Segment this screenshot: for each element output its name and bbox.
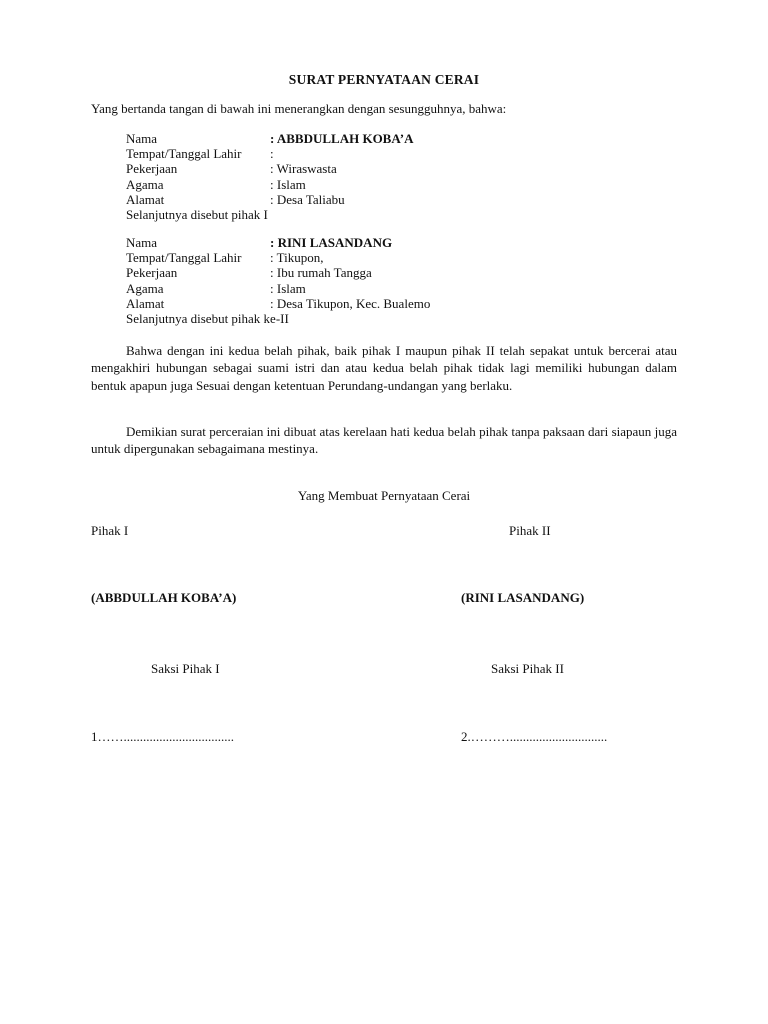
party1-label-birth: Tempat/Tanggal Lahir <box>126 146 242 162</box>
agreement-paragraph: Bahwa dengan ini kedua belah pihak, baik pihak I maupun pihak II telah sepakat untuk bercerai atau mengakhiri hubungan sebagai suami istri dan atau kedua belah pihak tidak lagi memiliki hubungan dalam bentuk apapun juga Sesuai dengan ketentuan Perundang-undangan yang berlaku. <box>91 343 677 393</box>
party2-value-name: : RINI LASANDANG <box>270 235 393 250</box>
party2-identity <box>126 235 430 326</box>
pihak1-signature-name: (ABBDULLAH KOBA’A) <box>91 590 237 605</box>
party2-row-name <box>126 235 430 250</box>
party2-row-address <box>126 296 430 311</box>
party2-label-birth: Tempat/Tanggal Lahir <box>126 250 242 266</box>
saksi1-signature-line: 1…….................................. <box>91 729 234 744</box>
document-title: SURAT PERNYATAAN CERAI <box>288 72 480 87</box>
party1-label-name: Nama <box>126 131 158 146</box>
party2-row-job <box>126 265 430 280</box>
closing-paragraph: Demikian surat perceraian ini dibuat atas kerelaan hati kedua belah pihak tanpa paksaan dari siapaun juga untuk dipergunakan sebagaimana mestinya. <box>91 424 677 457</box>
party2-row-religion <box>126 281 430 296</box>
party2-label-address: Alamat <box>126 295 165 311</box>
party1-value-birth: : <box>270 146 274 162</box>
party2-value-job: : Ibu rumah Tangga <box>270 265 372 281</box>
party2-value-birth: : Tikupon, <box>270 250 324 266</box>
party1-identity <box>126 131 414 222</box>
party1-row-address <box>126 192 414 207</box>
party1-tail: Selanjutnya disebut pihak I <box>126 206 268 222</box>
party1-label-religion: Agama <box>126 176 164 192</box>
party2-label-religion: Agama <box>126 280 164 296</box>
pihak2-label: Pihak II <box>509 523 551 538</box>
saksi1-label: Saksi Pihak I <box>151 661 220 676</box>
party1-value-job: : Wiraswasta <box>270 161 337 177</box>
party2-label-job: Pekerjaan <box>126 265 178 281</box>
party2-value-address: : Desa Tikupon, Kec. Bualemo <box>270 295 431 311</box>
party2-label-name: Nama <box>126 235 158 250</box>
party1-row-birth <box>126 146 414 161</box>
pihak2-signature-name: (RINI LASANDANG) <box>461 590 585 605</box>
closing-heading: Yang Membuat Pernyataan Cerai <box>297 488 471 503</box>
saksi2-signature-line: 2.……….............................. <box>461 729 608 744</box>
party1-label-address: Alamat <box>126 191 165 207</box>
party1-row-name <box>126 131 414 146</box>
party2-value-religion: : Islam <box>270 280 306 296</box>
party1-label-job: Pekerjaan <box>126 161 178 177</box>
saksi2-label: Saksi Pihak II <box>491 661 564 676</box>
party1-value-address: : Desa Taliabu <box>270 191 345 207</box>
party1-row-religion <box>126 177 414 192</box>
party1-row-job <box>126 161 414 176</box>
party1-value-name: : ABBDULLAH KOBA’A <box>270 131 414 146</box>
party2-row-birth <box>126 250 430 265</box>
party1-value-religion: : Islam <box>270 176 306 192</box>
intro-text: Yang bertanda tangan di bawah ini menerangkan dengan sesungguhnya, bahwa: <box>91 101 507 116</box>
party2-tail: Selanjutnya disebut pihak ke-II <box>126 310 289 326</box>
pihak1-label: Pihak I <box>91 523 129 538</box>
